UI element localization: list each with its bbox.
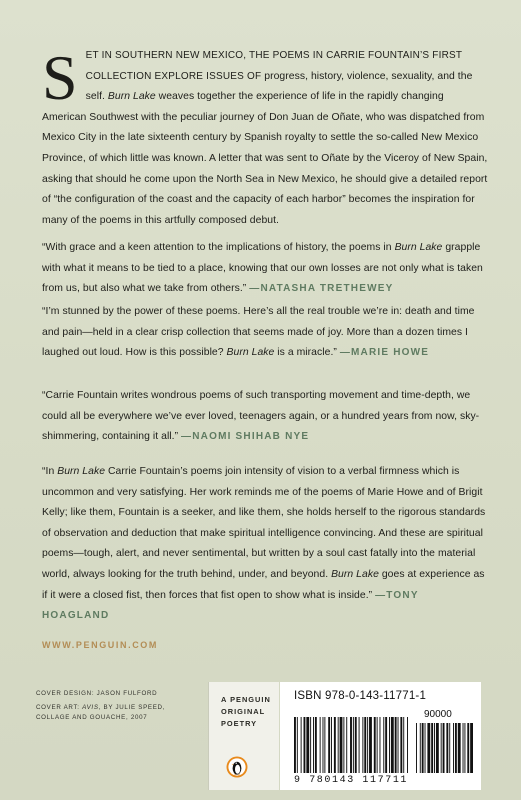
barcode-bar <box>403 717 404 773</box>
blurb-trethewey <box>42 238 488 300</box>
barcode-bar <box>343 717 344 773</box>
barcode-bar <box>350 717 352 773</box>
barcode-bar <box>385 717 387 773</box>
barcode-bar <box>364 717 366 773</box>
book-title: Burn Lake <box>107 91 156 103</box>
barcode-bar <box>331 717 332 773</box>
imprint-panel <box>208 682 279 790</box>
barcode-bar <box>395 717 397 773</box>
addon-barcode-bar <box>453 723 454 773</box>
cover-design-credit: COVER DESIGN: JASON FULFORD <box>36 690 158 697</box>
barcode-bar <box>328 717 330 773</box>
addon-barcode-bar <box>470 723 473 773</box>
book-title: Burn Lake <box>57 466 106 477</box>
blurb-text: Carrie Fountain’s poems join intensity of vision to a verbal firmness which is uncommon and very satisfying. Her work reminds me of the poems of Marie Howe and of Brigit Kelly; like them, Fountain is a seeker, and like them, she holds herself to the rigorous standards of observation and deduction that make spiritual intelligence convincing. And these are spiritual poems—tough, alert, and never sentimental, but written by a soul cast fatally into the material world, always looking for the truth behind, under, and beyond. <box>42 466 486 580</box>
barcode-bar <box>374 717 376 773</box>
addon-barcode-bar <box>443 723 445 773</box>
penguin-logo-icon <box>226 756 248 778</box>
barcode-bar <box>362 717 363 773</box>
barcode-bar <box>324 717 325 773</box>
barcode-bar <box>301 717 302 773</box>
isbn-text: ISBN 978-0-143-11771-1 <box>294 690 427 702</box>
artwork-title: AVIS <box>82 704 99 711</box>
addon-barcode-bar <box>416 723 417 773</box>
barcode-bar <box>346 717 347 773</box>
ean-digits: 9 780143 117711 <box>294 775 409 786</box>
imprint-line: ORIGINAL <box>221 707 266 716</box>
imprint-line: A PENGUIN <box>221 695 271 704</box>
addon-barcode-bar <box>434 723 435 773</box>
price-code: 90000 <box>424 709 452 720</box>
drop-cap: S <box>42 42 78 113</box>
barcode-bar <box>340 717 343 773</box>
blurb-attribution: —MARIE HOWE <box>339 347 430 359</box>
blurb-text: goes at experience as if it were a closed fist, then forces that fist open to show what is inside.” <box>42 568 485 601</box>
barcode-bar <box>377 717 378 773</box>
addon-barcode-bar <box>467 723 469 773</box>
description-text: weaves together the experience of life in the rapidly changing American Southwest with the peculiar journey of Don Juan de Oñate, who was dispatched from Mexico City in the late sixteenth century by Spanish royalty to settle the so-called New Mexico Province, of which little was known. A letter that was sent to Oñate by the Viceroy of New Spain, asking that should he come upon the North Sea in New Mexico, he should give a detailed report of “the configuration of the coast and the capacity of each harbor” becomes the inspiration for many of the poems in this artfully composed debut. <box>42 91 488 226</box>
addon-barcode-bar <box>425 723 426 773</box>
barcode-bar <box>334 717 336 773</box>
blurb-text: grapple with what it means to be tied to a place, knowing that our own losses are not only what is taken from us, but also what we take from others.” <box>42 242 483 295</box>
imprint-line: POETRY <box>221 719 258 728</box>
addon-barcode-bar <box>464 723 465 773</box>
barcode-icon <box>290 705 476 779</box>
addon-barcode-bar <box>458 723 461 773</box>
description-text: progress, history, violence, sexuality, and the self. <box>85 70 473 103</box>
blurb-text: “In <box>42 466 58 477</box>
blurb-text: is a miracle.” <box>274 347 340 359</box>
cover-art-medium: COLLAGE AND GOUACHE, 2007 <box>36 714 148 721</box>
barcode-bar <box>338 717 339 773</box>
barcode-bar <box>389 717 390 773</box>
barcode-bar <box>315 717 317 773</box>
barcode-bar <box>297 717 298 773</box>
addon-barcode-bar <box>431 723 433 773</box>
addon-barcode-bar <box>463 723 464 773</box>
barcode-bar <box>310 717 311 773</box>
barcode-bar <box>367 717 368 773</box>
cover-credits <box>36 689 176 723</box>
blurb-howe <box>42 302 488 364</box>
blurb-text: “I’m stunned by the power of these poems. Here’s all the real trouble we’re in: death and time and pain—held in a clear crisp collection that seems made of joy. More than a dozen times I laughed out loud. How is this possible? <box>42 306 475 359</box>
imprint-label <box>221 694 277 730</box>
barcode-bar <box>323 717 324 773</box>
barcode-bar <box>391 717 394 773</box>
barcode-bar <box>355 717 357 773</box>
addon-barcode-bar <box>427 723 430 773</box>
book-title: Burn Lake <box>226 347 275 359</box>
addon-barcode-bar <box>449 723 450 773</box>
blurb-attribution: —TONY HOAGLAND <box>42 589 419 622</box>
barcode-bar <box>320 717 321 773</box>
barcode-bar <box>407 717 408 773</box>
addon-barcode-bar <box>420 723 421 773</box>
addon-barcode-bar <box>422 723 424 773</box>
barcode-bar <box>400 717 402 773</box>
cover-art-credit <box>36 703 176 713</box>
barcode-bar <box>313 717 314 773</box>
barcode-bar <box>383 717 384 773</box>
book-title: Burn Lake <box>331 568 379 580</box>
blurb-hoagland <box>42 462 488 627</box>
blurb-nye <box>42 386 488 448</box>
barcode-bar <box>306 717 309 773</box>
addon-barcode-bar <box>455 723 457 773</box>
description-paragraph <box>42 42 488 231</box>
blurb-attribution: —NATASHA TRETHEWEY <box>249 283 394 295</box>
credit-text: , BY JULIE SPEED, <box>98 704 166 711</box>
blurb-text: “With grace and a keen attention to the implications of history, the poems in <box>42 242 395 253</box>
barcode-panel <box>280 682 481 790</box>
barcode-bar <box>398 717 399 773</box>
credit-text: COVER ART: <box>36 704 83 711</box>
book-title: Burn Lake <box>394 242 443 253</box>
addon-barcode-bar <box>446 723 448 773</box>
lead-caps-text: ET IN SOUTHERN NEW MEXICO, THE POEMS IN CARRIE FOUNTAIN’S FIRST COLLECTION EXPLORE ISSUES OF <box>85 50 462 82</box>
addon-barcode-bar <box>441 723 442 773</box>
barcode-bar <box>380 717 381 773</box>
barcode-bar <box>359 717 360 773</box>
barcode-bar <box>304 717 306 773</box>
addon-barcode-bar <box>436 723 439 773</box>
barcode-bar <box>369 717 372 773</box>
barcode-bar <box>294 717 296 773</box>
publisher-url[interactable]: WWW.PENGUIN.COM <box>42 640 158 650</box>
barcode-bar <box>353 717 354 773</box>
blurb-attribution: —NAOMI SHIHAB NYE <box>181 431 310 443</box>
blurb-text: “Carrie Fountain writes wondrous poems of such transporting movement and time-depth, we could all be everywhere we’ve ever loved, teenagers again, or a hundred years from now, sky-shimmering, containing it all.” <box>42 390 480 443</box>
